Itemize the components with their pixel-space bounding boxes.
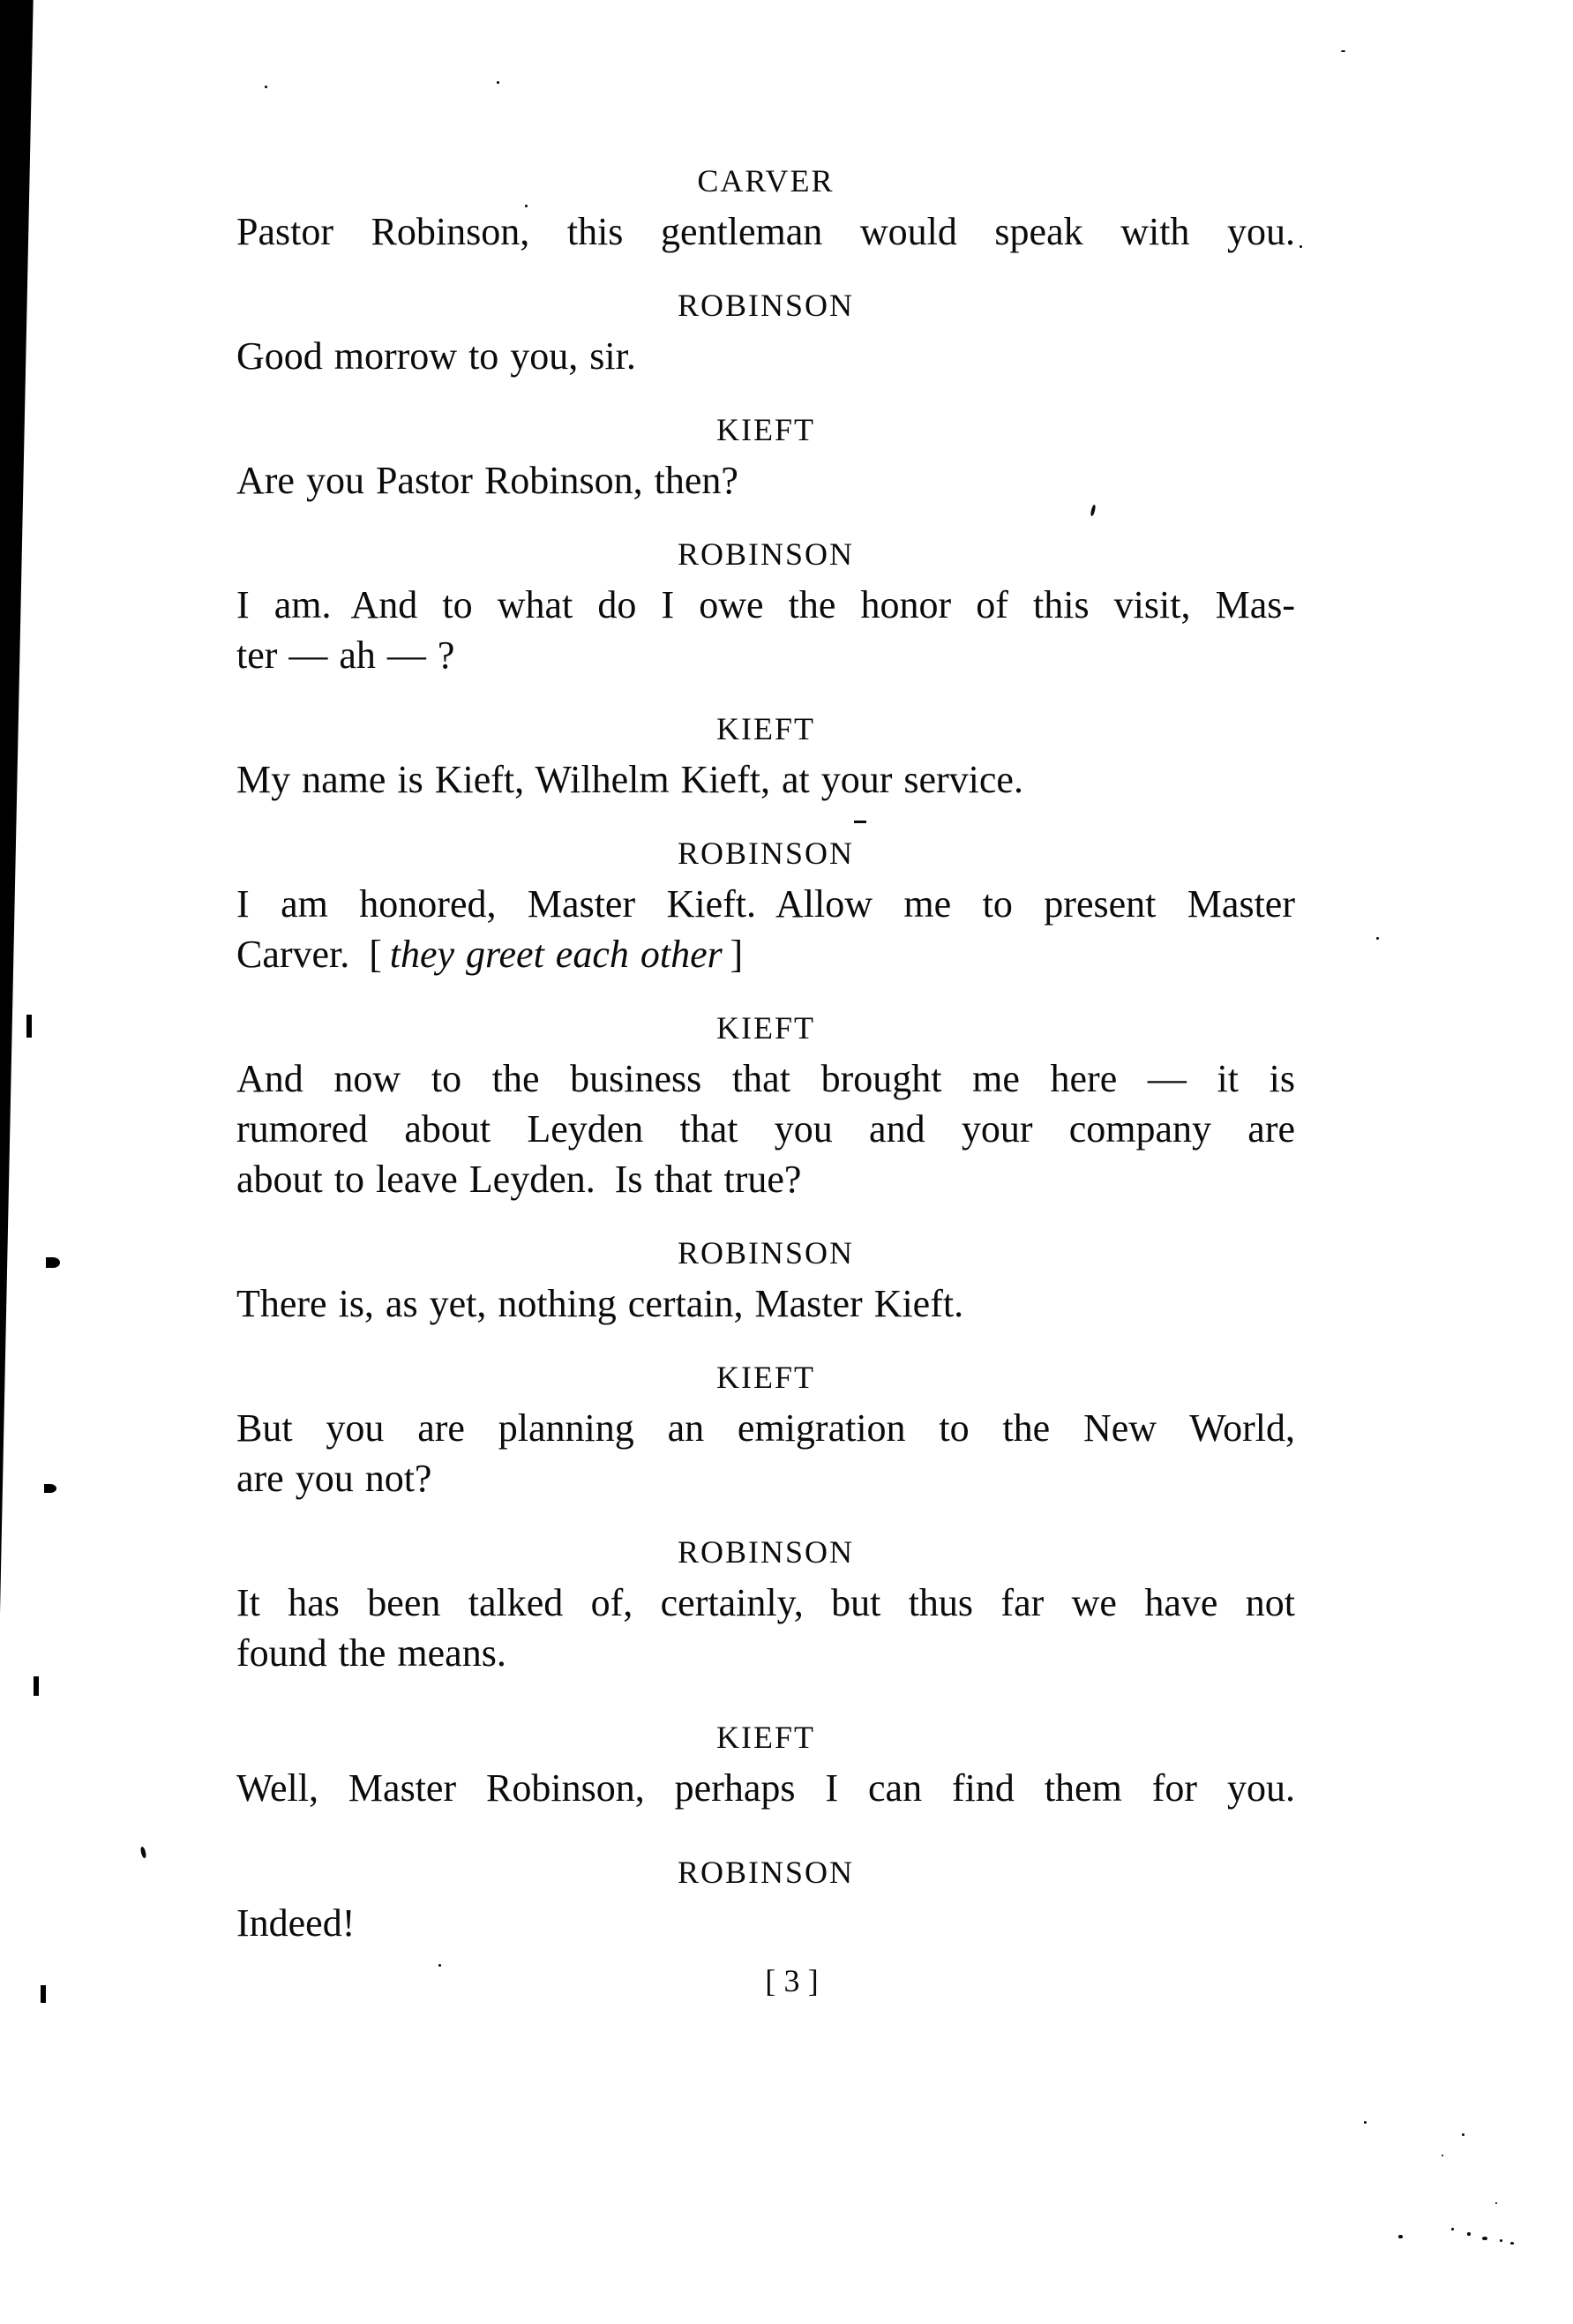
gutter-shadow-blot [44,1484,56,1493]
ink-speck [1495,2202,1497,2204]
speech-block [236,412,1295,506]
ink-speck [1376,937,1379,940]
gutter-shadow [0,0,34,2324]
ink-speck [1364,2121,1367,2124]
speech-block [236,1855,1295,1948]
ink-speck [1442,2155,1443,2156]
speaker-label: ROBINSON [677,1235,855,1271]
ink-speck [1500,2239,1502,2242]
speech-block [236,536,1295,680]
speaker-label: ROBINSON [677,836,855,871]
stage-direction-line [236,929,1295,979]
ink-speck [1482,2237,1487,2240]
stage-direction-pre: Carver. [ [236,933,390,976]
dialogue-line: Indeed! [236,1901,356,1945]
ink-speck [1341,50,1345,52]
dialogue-line: ter — ah — ? [236,633,455,677]
speaker-label: ROBINSON [677,1855,855,1890]
dialogue-line: found the means. [236,1631,506,1675]
gutter-shadow-blot [34,1676,39,1696]
text-column [236,163,1295,2000]
speaker-label: CARVER [697,163,835,199]
ink-speck [265,86,267,88]
speech-block [236,1010,1295,1204]
ink-speck [1398,2235,1403,2238]
dialogue-line: Are you Pastor Robinson, then? [236,459,738,502]
ink-speck [1300,245,1302,248]
speaker-label: ROBINSON [677,536,855,572]
dialogue-line: are you not? [236,1457,432,1500]
speaker-label: KIEFT [716,1360,815,1395]
dialogue-line: It has been talked of, certainly, but thus far we have not [236,1581,1295,1624]
dialogue-line: rumored about Leyden that you and your company are [236,1107,1295,1151]
speaker-label: KIEFT [716,711,815,746]
dialogue-line: My name is Kieft, Wilhelm Kieft, at your service. [236,758,1023,801]
dialogue-line: Pastor Robinson, this gentleman would speak with you. [236,210,1295,253]
stage-direction-italic: they greet each other [389,933,723,976]
speech-block [236,288,1295,381]
dialogue-line: Good morrow to you, sir. [236,334,636,378]
speech-block [236,1235,1295,1329]
speaker-label: ROBINSON [677,288,855,323]
dialogue-line: I am. And to what do I owe the honor of this visit, Mas- [236,583,1295,626]
dialogue-line: Well, Master Robinson, perhaps I can find them for you. [236,1766,1295,1810]
dialogue-line: And now to the business that brought me here — it is [236,1057,1295,1100]
speaker-label: KIEFT [716,1720,815,1755]
speech-block [236,163,1295,257]
dialogue-line: about to leave Leyden. Is that true? [236,1158,802,1201]
ink-speck [140,1847,147,1859]
speaker-label: KIEFT [716,1010,815,1046]
ink-speck [1451,2228,1454,2230]
ink-speck [1462,2133,1464,2136]
speech-block [236,1534,1295,1678]
ink-speck [1510,2242,1514,2245]
gutter-shadow-blot [41,1985,46,2003]
dialogue-line: But you are planning an emigration to the New World, [236,1406,1295,1450]
dialogue-line: I am honored, Master Kieft. Allow me to present Master [236,882,1295,926]
speaker-label: ROBINSON [677,1534,855,1570]
speaker-label: KIEFT [716,412,815,447]
ink-speck [1467,2232,1471,2236]
speech-block [236,1720,1295,1813]
speech-block [236,836,1295,979]
speech-block [236,1360,1295,1503]
ink-speck [497,81,499,84]
page-number: [ 3 ] [765,1963,820,1998]
gutter-shadow-blot [26,1015,32,1038]
gutter-shadow-blot [46,1257,60,1268]
speech-block [236,711,1295,805]
dialogue-line: There is, as yet, nothing certain, Master Kieft. [236,1282,964,1325]
stage-direction-post: ] [722,933,744,976]
